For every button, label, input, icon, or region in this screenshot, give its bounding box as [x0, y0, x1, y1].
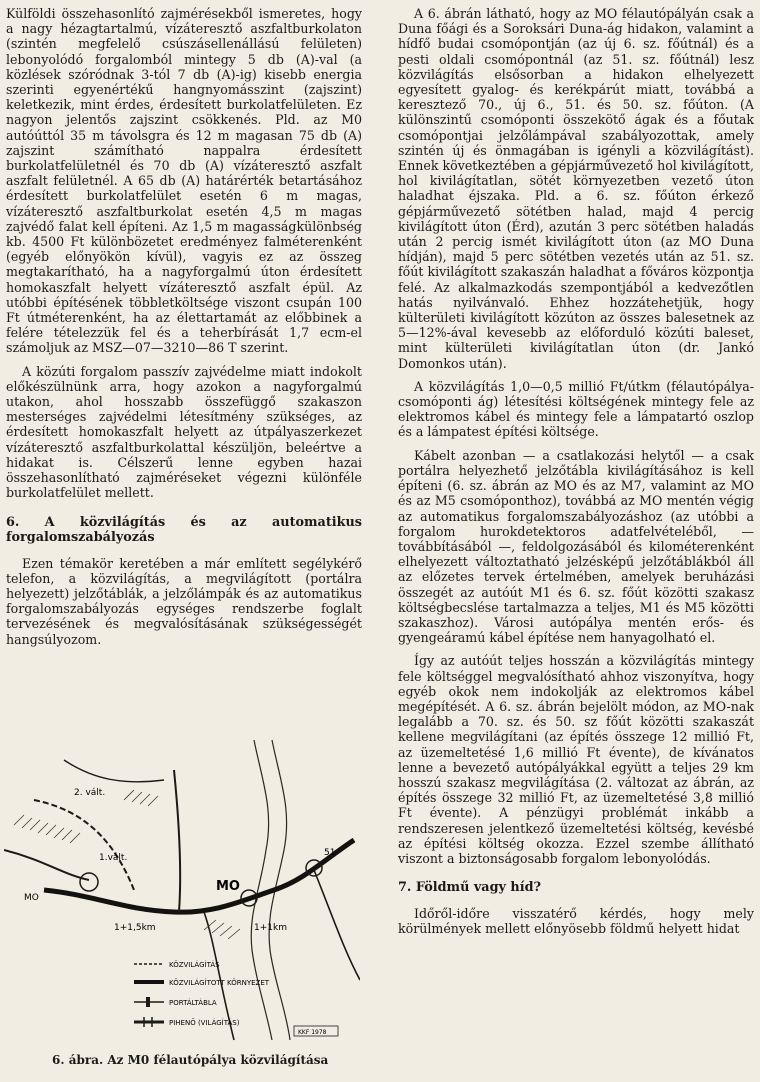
- paragraph: A közvilágítás 1,0—0,5 millió Ft/útkm (félautópálya-csomóponti ág) létesítési költségének mintegy fele az elektromos kábel és mintegy fele a lámpatartó oszlop és a lámpatest építési költsége.: [398, 378, 754, 440]
- section-heading: 7. Földmű vagy híd?: [398, 880, 542, 896]
- mo-road-lit: [44, 840, 354, 912]
- map-label: MO: [24, 893, 39, 903]
- road: [34, 800, 134, 890]
- paragraph: Időről-időre visszatérő kérdés, hogy mely körülmények mellett előnyösebb földmű helyett hidat: [398, 905, 754, 936]
- map-label: MO: [216, 879, 240, 894]
- road: [64, 760, 164, 782]
- legend-symbol: [146, 997, 150, 1007]
- paragraph: Ezen témakör keretében a már említett segélykérő telefon, a közvilágítás, a megvilágított (portálra helyezett) jelzőtáblák, a jelzőlámpák és az automatikus forgalomszabályozás egységes rendszerbe foglalt tervezésének és megvalósításának szükségességét hangsúlyozom.: [6, 555, 362, 647]
- road: [174, 770, 180, 912]
- legend-label: PORTÁLTÁBLA: [169, 999, 217, 1007]
- legend-label: PIHENŐ (VILÁGÍTÁS): [169, 1019, 240, 1027]
- stamp-text: KKF 1978: [298, 1029, 327, 1036]
- section-heading: 6. A közvilágítás és az automatikus forgalomszabályozás: [6, 514, 362, 545]
- paragraph: Kábelt azonban — a csatlakozási helytől — a csak portálra helyezhető jelzőtábla kivilágításához is kell építeni (6. sz. ábrán az MO és az M7, valamint az MO és az M5 csomóponthoz), továbbá az MO mentén végig az automatikus forgalomszabályozáshoz (az utóbbi a forgalom hurokdetektoros adatfelvételéből, — továbbításából —, feldolgozásából és kilométerenként elhelyezett változtatható jelzésképű jelzőtáblákból áll az előzetes tervek értelmében, amelyek beruházási összegét az autóút M1 és 6. sz. főút közötti szakasz költségbecslése tartalmazza a teljes, M1 és M5 közötti szakaszhoz). Városi autópálya mentén erős- és gyengeáramú kábel építése nem hanyagolható el.: [398, 447, 754, 646]
- map-label: 2. vált.: [74, 788, 106, 798]
- road-map-diagram: [4, 740, 360, 1050]
- figure-caption: 6. ábra. Az M0 félautópálya közvilágítása: [52, 1053, 329, 1067]
- road: [4, 850, 89, 880]
- map-legend: [134, 960, 270, 1027]
- left-column: [6, 6, 362, 655]
- right-column: [398, 6, 754, 944]
- map-label: 51: [324, 848, 336, 858]
- interchange: [80, 873, 98, 891]
- legend-label: KÖZVILÁGÍTOTT KÖRNYEZET: [169, 979, 270, 987]
- map-label: 1.vált.: [99, 853, 128, 863]
- paragraph: A 6. ábrán látható, hogy az MO félautópályán csak a Duna főági és a Soroksári Duna-ág hidakon, valamint a hídfő budai csomópontján (az új 6. sz. főútnál) és a pesti oldali csomópontnál (az 51. sz. főútnál) lesz közvilágítás elsősorban a hidakon elhelyezett egyesített gyalog- és kerékpárút miatt, továbbá a keresztező 70., új 6., 51. és 50. sz. főúton. (A különszintű csomóponti összekötő ágak és a főutak csomópontjai jelzőlámpával szabályozottak, amely szintén új és önmagában is igényli a közvilágítást). Ennek következtében a gépjárművezető hol kivilágított, hol kivilágítatlan, sötét környezetben vezető úton haladhat éjszaka. Pld. a 6. sz. főúton érkező gépjárművezető sötétben halad, majd 4 percig kivilágított úton (Érd), azután 3 perc sötétben haladás után 2 percig ismét kivilágított úton (az MO Duna hídján), majd 5 perc sötétben vezetés után az 51. sz. főút kivilágított szakaszán haladhat a főváros központja felé. Az alkalmazkodás szempontjából a kedvezőtlen hatás nyilvánvaló. Ehhez hozzátehetjük, hogy külterületi kivilágított közúton az összes balesetnek az 5—12%-ával kevesebb az előforduló közúti baleset, mint külterületi kivilágítatlan úton (dr. Jankó Domonkos után).: [398, 6, 755, 371]
- paragraph: Így az autóút teljes hosszán a közvilágítás mintegy fele költséggel megvalósítható ahhoz viszonyítva, hogy egyéb okok nem indokolják az elektromos kábel megépítését. A 6. sz. ábrán bejelölt módon, az MO-nak legalább a 70. sz. és 50. sz főút közötti szakaszát kellene megvilágítani (az építés összege 12 millió Ft, az üzemeltetésé 1,6 millió Ft évente), de kívánatos lenne a bevezető autópályákkal együtt a teljes 29 km hosszú szakasz megvilágítása (2. változat az ábrán, az építés összege 32 millió Ft, az üzemeltetésé 3,8 millió Ft évente). A pénzügyi problémát inkább a rendszeresen jelentkező üzemeltetési költség, kevésbé az építési költség okozza. Ezzel szembe állítható viszont a biztonságosabb forgalom lebonyolódás.: [398, 653, 754, 866]
- paragraph: A közúti forgalom passzív zajvédelme miatt indokolt előkészülnünk arra, hogy azokon a nagyforgalmú utakon, ahol hosszabb összefüggő szakaszon mesterséges zajvédelmi létesítmény szükséges, az érdesített homokaszfalt helyett az útpályaszerkezet vízáteresztő aszfaltburkolattal készüljön, beleértve a hidakat is. Célszerű lenne egyben hazai összehasonlítható zajméréseket végezni különféle burkolatfelület mellett.: [6, 363, 362, 501]
- map-label: 1+1,5km: [114, 923, 156, 933]
- road: [314, 870, 360, 980]
- map-figure: [4, 740, 360, 1070]
- map-label: 1+1km: [254, 923, 287, 933]
- paragraph: Külföldi összehasonlító zajmérésekből ismeretes, hogy a nagy hézagtartalmú, vízáteresztő aszfaltburkolaton (szintén megfelelő csúszásellenállású felületen) lebonyolódó forgalomból mintegy 5 db (A)-val (a közlések szóródnak 3-tól 7 db (A)-ig) kisebb energia szerinti egyenértékű hangnyomásszint (zajszint) keletkezik, mint érdes, érdesített burkolatfelületen. Ez nagyon jelentős zajszint csökkenés. Pld. az M0 autóúttól 35 m távolsgra és 12 m magasan 75 db (A) zajszint számítható nappalra érdesített burkolatfelületnél és 70 db (A) vízáteresztő aszfalt aszfalt felületnél. A 65 db (A) határérték betartásához érdesített burkolatfelület esetén 6 m magas, vízáteresztő aszfaltburkolat esetén 4,5 m magas zajvédő falat kell építeni. Az 1,5 m magasságkülönbség kb. 4500 Ft különbözetet eredményez falméterenként (egyéb előnyökön kívül), vagyis ez az összeg megtakarítható, ha a nagyforgalmú úton érdesített homokaszfalt helyett vízáteresztő aszfalt épül. Az utóbbi építésének többletköltsége viszont csupán 100 Ft útméterenként, ha az élettartamát az előbbinek a felére tételezzük fel és a teherbírását 1,7 ecm-el számoljuk az MSZ—07—3210—86 T szerint.: [6, 6, 362, 356]
- legend-label: KÖZVILÁGÍTÁS: [169, 961, 220, 969]
